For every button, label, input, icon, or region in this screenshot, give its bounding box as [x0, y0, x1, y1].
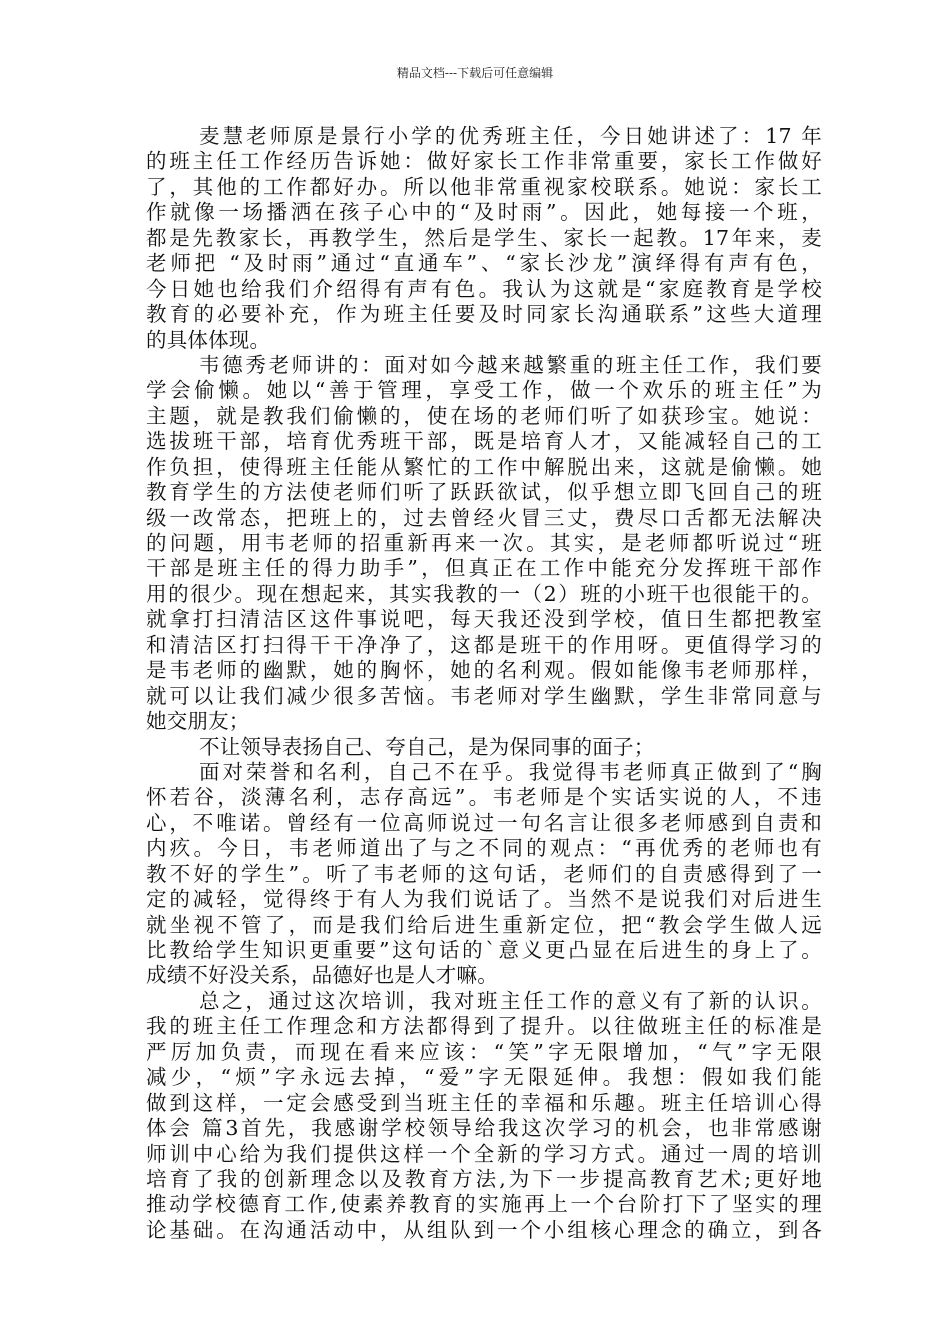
- text-line: 主题，就是教我们偷懒的，使在场的老师们听了如获珍宝。她说：: [146, 403, 822, 428]
- text-line: 做到这样，一定会感受到当班主任的幸福和乐趣。班主任培训心得: [146, 1090, 822, 1115]
- text-line: 是韦老师的幽默，她的胸怀，她的名利观。假如能像韦老师那样，: [146, 658, 822, 683]
- text-line: 就坐视不管了，而是我们给后进生重新定位，把“教会学生做人远: [146, 912, 822, 937]
- text-line: 麦慧老师原是景行小学的优秀班主任，今日她讲述了：17 年: [199, 124, 822, 148]
- text-line: 就拿打扫清洁区这件事说吧，每天我还没到学校，值日生都把教室: [146, 607, 822, 632]
- text-line: 教不好的学生”。听了韦老师的这句话，老师们的自责感得到了一: [146, 861, 822, 886]
- text-line: 推动学校德育工作,使素养教育的实施再上一个台阶打下了坚实的理: [146, 1192, 822, 1217]
- text-line: 总之，通过这次培训，我对班主任工作的意义有了新的认识。: [199, 988, 822, 1013]
- text-line: 老师把 “及时雨”通过“直通车”、“家长沙龙”演绎得有声有色，: [146, 251, 822, 276]
- text-line: 怀若谷，淡薄名利，志存高远”。韦老师是个实话实说的人，不违: [146, 785, 822, 810]
- document-body: [146, 124, 822, 1243]
- text-line: 的具体体现。: [146, 327, 271, 352]
- text-line: 了，其他的工作都好办。所以他非常重视家校联系。她说：家长工: [146, 174, 822, 199]
- text-line: 定的减轻，觉得终于有人为我们说话了。当然不是说我们对后进生: [146, 887, 822, 912]
- text-line: 不让领导表扬自己、夸自己，是为保同事的面子；: [199, 734, 655, 759]
- text-line: 作就像一场播洒在孩子心中的“及时雨”。因此，她每接一个班，: [146, 200, 822, 225]
- text-line: 教育的必要补充，作为班主任要及时同家长沟通联系”这些大道理: [146, 302, 822, 327]
- text-line: 比教给学生知识更重要”这句话的`意义更凸显在后进生的身上了。: [146, 938, 822, 962]
- text-line: 的问题，用韦老师的招重新再来一次。其实，是老师都听说过“班: [146, 531, 822, 555]
- text-line: 减少，“烦”字永远去掉，“爱”字无限延伸。我想：假如我们能: [146, 1065, 822, 1090]
- text-line: 成绩不好没关系，品德好也是人才嘛。: [146, 963, 498, 988]
- text-line: 级一改常态，把班上的，过去曾经火冒三丈，费尽口舌都无法解决: [146, 505, 822, 530]
- text-line: 干部是班主任的得力助手”，但真正在工作中能充分发挥班干部作: [146, 556, 822, 581]
- text-line: 内疚。今日，韦老师道出了与之不同的观点：“再优秀的老师也有: [146, 836, 822, 861]
- text-line: 学会偷懒。她以“善于管理，享受工作，做一个欢乐的班主任”为: [146, 378, 822, 403]
- text-line: 作负担，使得班主任能从繁忙的工作中解脱出来，这就是偷懒。她: [146, 454, 822, 479]
- text-line: 和清洁区打扫得干干净净了，这都是班干的作用呀。更值得学习的: [146, 632, 822, 657]
- text-line: 师训中心给为我们提供这样一个全新的学习方式。通过一周的培训: [146, 1141, 822, 1166]
- text-line: 严厉加负责，而现在看来应该：“笑”字无限增加，“气”字无限: [146, 1039, 822, 1064]
- text-line: 面对荣誉和名利，自己不在乎。我觉得韦老师真正做到了“胸: [199, 759, 822, 784]
- text-line: 选拔班干部，培育优秀班干部，既是培育人才，又能减轻自己的工: [146, 429, 822, 454]
- text-line: 韦德秀老师讲的：面对如今越来越繁重的班主任工作，我们要: [199, 352, 822, 377]
- page-header: 精品文档---下载后可任意编辑: [396, 66, 554, 80]
- text-line: 培育了我的创新理念以及教育方法,为下一步提高教育艺术;更好地: [146, 1166, 822, 1191]
- text-line: 用的很少。现在想起来，其实我教的一（2）班的小班干也很能干的。: [146, 581, 822, 606]
- text-line: 她交朋友；: [146, 709, 250, 734]
- text-line: 体会 篇3首先，我感谢学校领导给我这次学习的机会，也非常感谢: [146, 1116, 822, 1141]
- text-line: 心，不唯诺。曾经有一位高师说过一句名言让很多老师感到自责和: [146, 810, 822, 835]
- text-line: 今日她也给我们介绍得有声有色。我认为这就是“家庭教育是学校: [146, 276, 822, 301]
- text-line: 论基础。在沟通活动中，从组队到一个小组核心理念的确立，到各: [146, 1217, 822, 1242]
- text-line: 的班主任工作经历告诉她：做好家长工作非常重要，家长工作做好: [146, 149, 822, 174]
- text-line: 我的班主任工作理念和方法都得到了提升。以往做班主任的标准是: [146, 1014, 822, 1039]
- text-line: 都是先教家长，再教学生，然后是学生、家长一起教。17年来，麦: [146, 225, 822, 250]
- text-line: 就可以让我们减少很多苦恼。韦老师对学生幽默，学生非常同意与: [146, 683, 822, 708]
- text-line: 教育学生的方法使老师们听了跃跃欲试，似乎想立即飞回自己的班: [146, 480, 822, 505]
